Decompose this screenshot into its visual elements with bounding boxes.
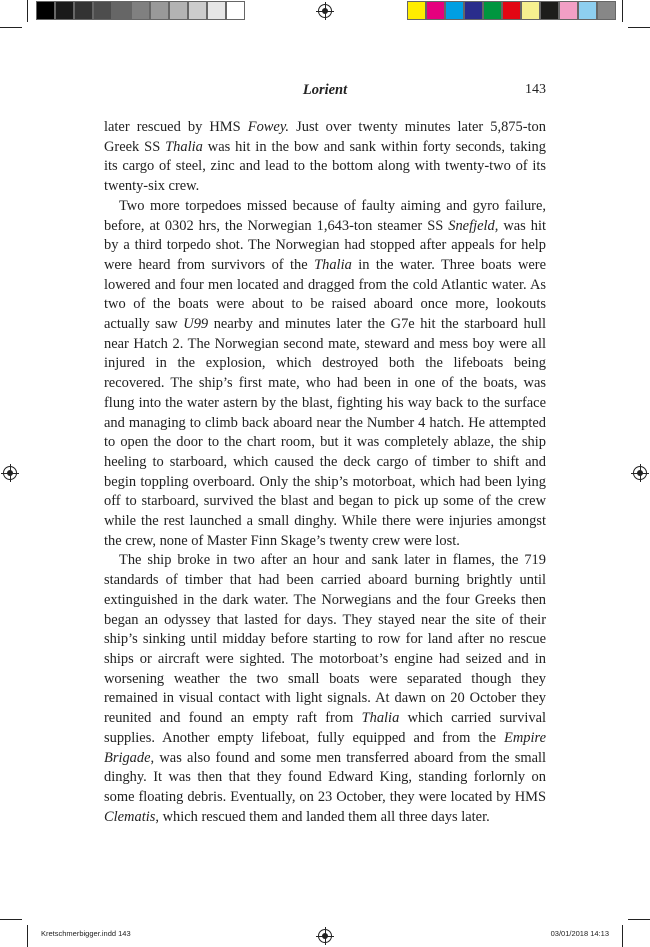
color-swatch (426, 1, 445, 20)
paragraph-3: The ship broke in two after an hour and sank later in flames, the 719 standards of timber that had been carried aboard burning brightly until extinguished in the dark water. The Norwegians and the four Greeks then began an odyssey that lasted for days. They stayed near the site of their ship’s sinking until midday before starting to row for land after no rescue ships or aircraft were sighted. The motorboat’s engine had seized and in worsening weather the two small boats were separated though they remained in visual contact with light signals. At dawn on 20 October they reunited and found an empty raft from Thalia which carried survival supplies. Another empty lifeboat, fully equipped and from the Empire Brigade, was also found and some men transferred aboard from the small dinghy. It was then that they found Edward King, standing forlornly on some floating debris. Eventually, on 23 October, they were located by HMS Clematis, which rescued them and landed them all three days later. (104, 552, 546, 825)
gray-swatch (55, 1, 74, 20)
body-text (104, 118, 546, 827)
page-number: 143 (525, 82, 546, 97)
registration-mark-bottom-icon (318, 929, 332, 943)
paragraph-2: Two more torpedoes missed because of faulty aiming and gyro failure, before, at 0302 hrs, the Norwegian 1,643-ton steamer SS Snefjeld, was hit by a third torpedo shot. The Norwegian had stopped after appeals for help were heard from survivors of the Thalia in the water. Three boats were lowered and four men located and dragged from the cold Atlantic water. As two of the boats were about to be raised aboard once more, lookouts actually saw U99 nearby and minutes later the G7e hit the starboard hull near Hatch 2. The Norwegian second mate, steward and mess boy were all injured in the explosion, which destroyed both the lifeboats being recovered. The ship’s first mate, who had been in one of the boats, was flung into the water astern by the blast, fighting his way back to the surface and managing to climb back aboard near the Number 4 hatch. He attempted to open the door to the chart room, but it was completely ablaze, the ship heeling to starboard, which caused the deck cargo of timber to shift and begin toppling overboard. Only the ship’s motorboat, which had been lying off to starboard, survived the blast and began to pick up some of the crew while the rest launched a small dinghy. While there were injuries amongst the crew, none of Master Finn Skage’s twenty crew were lost. (104, 197, 546, 549)
color-swatch (407, 1, 426, 20)
color-swatch (464, 1, 483, 20)
gray-swatch (36, 1, 55, 20)
color-swatch (559, 1, 578, 20)
gray-swatch (93, 1, 112, 20)
gray-swatch (188, 1, 207, 20)
color-swatch (483, 1, 502, 20)
color-swatch (445, 1, 464, 20)
crop-mark-top-left-vertical (27, 0, 28, 22)
registration-mark-top-icon (318, 4, 332, 18)
gray-swatch (169, 1, 188, 20)
crop-mark-top-right-vertical (622, 0, 623, 22)
registration-mark-right-icon (633, 466, 647, 480)
registration-mark-left-icon (3, 466, 17, 480)
color-swatch (521, 1, 540, 20)
gray-swatch (207, 1, 226, 20)
color-swatch (578, 1, 597, 20)
gray-swatch (131, 1, 150, 20)
slug-filename: Kretschmerbigger.indd 143 (41, 929, 131, 938)
crop-mark-bottom-left-vertical (27, 925, 28, 947)
crop-mark-bottom-right (628, 919, 650, 920)
gray-swatch (150, 1, 169, 20)
slug-date: 03/01/2018 14:13 (550, 929, 609, 938)
gray-swatch (112, 1, 131, 20)
gray-swatch (74, 1, 93, 20)
crop-mark-bottom-left (0, 919, 22, 920)
crop-mark-top-left (0, 27, 22, 28)
paragraph-1: later rescued by HMS Fowey. Just over twenty minutes later 5,875-ton Greek SS Thalia was hit in the bow and sank within forty seconds, taking its cargo of steel, zinc and lead to the bottom along with twenty-two of its twenty-six crew. (104, 119, 546, 195)
process-color-bar (407, 1, 616, 20)
color-swatch (502, 1, 521, 20)
color-swatch (597, 1, 616, 20)
crop-mark-bottom-right-vertical (622, 925, 623, 947)
grayscale-color-bar (36, 1, 245, 20)
running-title: Lorient (302, 82, 348, 98)
crop-mark-top-right (628, 27, 650, 28)
gray-swatch (226, 1, 245, 20)
color-swatch (540, 1, 559, 20)
